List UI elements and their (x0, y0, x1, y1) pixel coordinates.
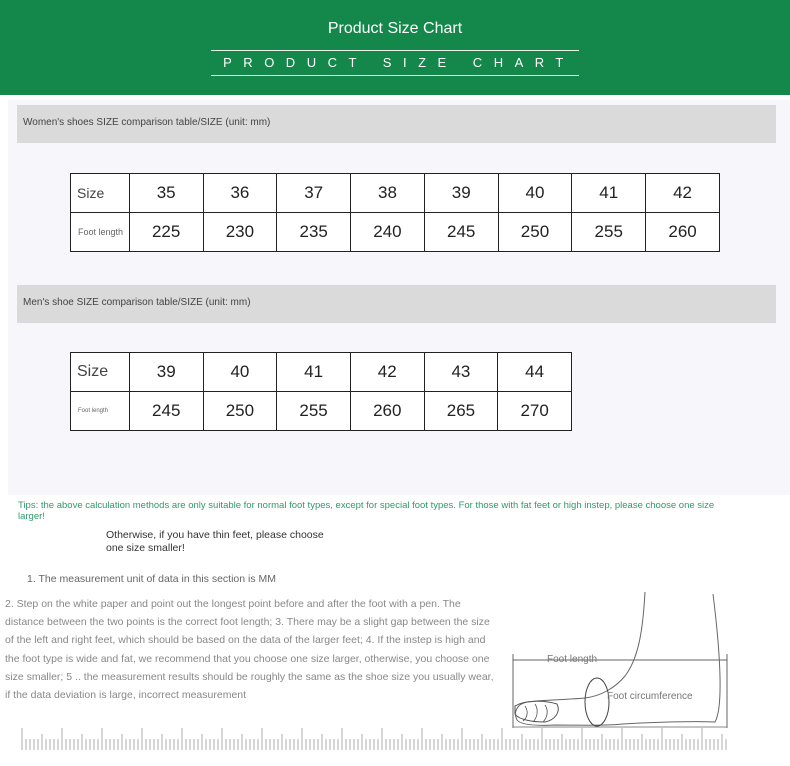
foot-measurement-diagram (505, 588, 735, 728)
men-length-row (71, 392, 572, 431)
women-size-cell: 40 (498, 174, 572, 213)
men-length-cell: 260 (350, 392, 424, 431)
circumference-loop (585, 678, 609, 726)
men-size-cell: 42 (350, 353, 424, 392)
men-section-caption: Men's shoe SIZE comparison table/SIZE (unit: mm) (23, 297, 251, 308)
otherwise-text: Otherwise, if you have thin feet, please choose one size smaller! (106, 529, 324, 554)
women-size-cell: 41 (572, 174, 646, 213)
women-length-row (71, 213, 720, 252)
men-length-cell: 270 (498, 392, 572, 431)
measurement-note-2: 2. Step on the white paper and point out the longest point before and after the foot with a pen. The distance between the two points is the correct foot length; 3. There may be a slight gap between the size of the left and right feet, which should be based on the data of the larger feet; 4. If the instep is high and the foot type is wide and fat, we recommend that you choose one size larger, otherwise, you choose one size smaller; 5 .. the measurement results should be roughly the same as the shoe size you usually wear, if the data deviation is large, incorrect measurement (5, 598, 494, 702)
men-size-cell: 40 (203, 353, 277, 392)
subtitle-rule-bottom (211, 75, 579, 76)
page-title: Product Size Chart (327, 20, 463, 37)
men-size-table (70, 352, 572, 431)
women-size-label: Size (71, 174, 130, 213)
men-size-row (71, 353, 572, 392)
women-length-cell: 245 (424, 213, 498, 252)
toe-lines (523, 704, 547, 722)
men-size-cell: 41 (277, 353, 351, 392)
men-size-cell: 39 (129, 353, 203, 392)
men-size-cell: 44 (498, 353, 572, 392)
women-size-row (71, 174, 720, 213)
women-length-cell: 235 (277, 213, 351, 252)
men-size-label: Size (71, 353, 130, 392)
women-size-cell: 36 (203, 174, 277, 213)
men-section-header (17, 285, 776, 323)
women-length-cell: 250 (498, 213, 572, 252)
tips-text: Tips: the above calculation methods are only suitable for normal foot types, except for special foot types. For those with fat feet or high instep, please choose one size larger! (18, 500, 715, 522)
women-size-cell: 39 (424, 174, 498, 213)
women-section-caption: Women's shoes SIZE comparison table/SIZE (unit: mm) (23, 117, 271, 128)
page-subtitle: PRODUCT SIZE CHART (223, 55, 575, 70)
women-length-cell: 255 (572, 213, 646, 252)
men-size-cell: 43 (424, 353, 498, 392)
women-size-cell: 35 (129, 174, 203, 213)
women-length-label: Foot length (71, 213, 130, 252)
women-length-cell: 260 (646, 213, 720, 252)
women-section-header (17, 105, 776, 143)
men-length-cell: 265 (424, 392, 498, 431)
men-length-label: Foot length (71, 392, 130, 431)
men-length-cell: 255 (277, 392, 351, 431)
measurement-note-1: 1. The measurement unit of data in this section is MM (27, 573, 277, 585)
foot-length-label: Foot length (547, 654, 598, 665)
women-size-cell: 42 (646, 174, 720, 213)
women-length-cell: 225 (129, 213, 203, 252)
women-size-cell: 37 (277, 174, 351, 213)
foot-circumference-label: Foot circumference (607, 691, 693, 702)
women-length-cell: 240 (351, 213, 425, 252)
women-length-cell: 230 (203, 213, 277, 252)
subtitle-rule-top (211, 50, 579, 51)
ruler (18, 726, 730, 752)
men-length-cell: 245 (129, 392, 203, 431)
women-size-cell: 38 (351, 174, 425, 213)
men-length-cell: 250 (203, 392, 277, 431)
women-size-table (70, 173, 720, 252)
header-banner (0, 0, 790, 95)
